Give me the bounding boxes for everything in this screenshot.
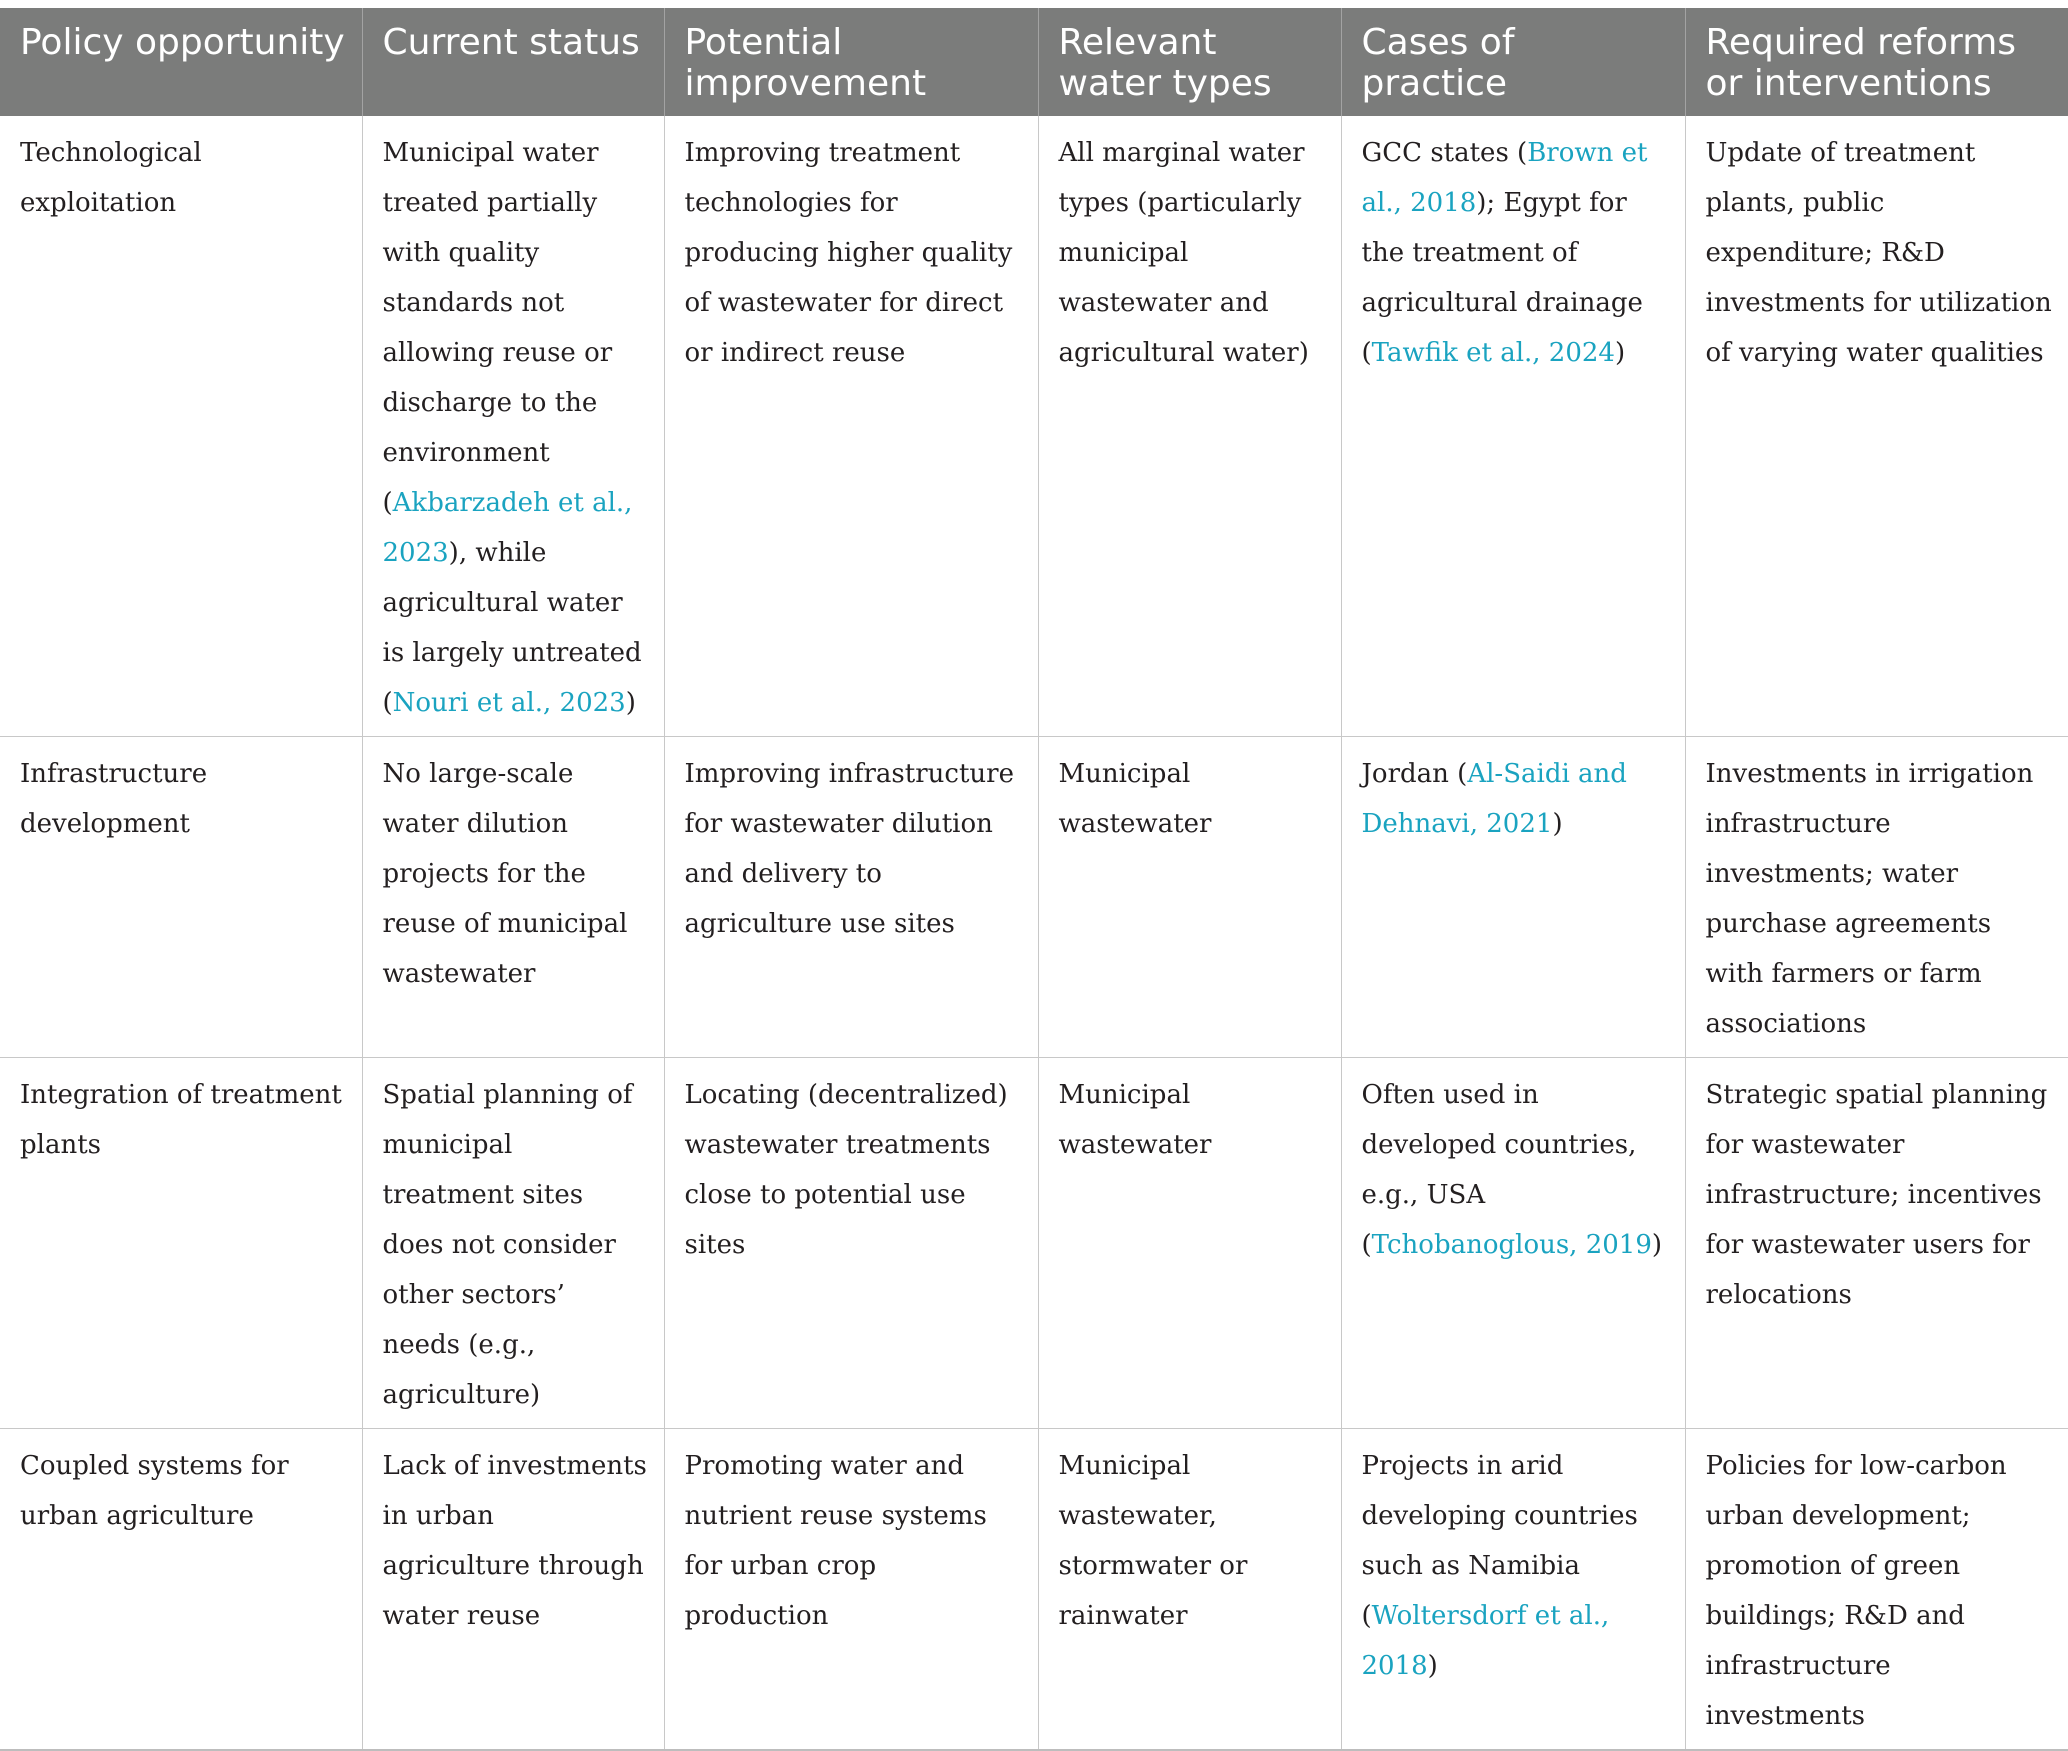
citation-link[interactable]: Brown et al., 2018 <box>1361 138 1648 218</box>
cases-text: Jordan ( <box>1361 759 1468 789</box>
cell-cases-of-practice <box>1341 737 1685 1058</box>
cell-current-status <box>362 116 664 737</box>
cell-policy-opportunity: Infrastructure development <box>0 737 362 1058</box>
cases-text: ) <box>1651 1230 1663 1260</box>
cell-required-reforms: Update of treatment plants, public expenditure; R&D investments for utilization of varying water qualities <box>1705 138 2052 368</box>
cell-policy-opportunity: Coupled systems for urban agriculture <box>0 1429 362 1751</box>
header-required-reforms: Required reforms or interventions <box>1685 8 2068 116</box>
cell-cases-of-practice <box>1341 1058 1685 1429</box>
cases-text: ); Egypt for the treatment of agricultural drainage ( <box>1361 188 1643 368</box>
header-cases-of-practice: Cases of practice <box>1341 8 1685 116</box>
header-relevant-water-types: Relevant water types <box>1038 8 1341 116</box>
table-row <box>0 116 2068 737</box>
citation-link[interactable]: Al-Saidi and Dehnavi, 2021 <box>1361 759 1627 839</box>
cell-policy-opportunity: Technological exploitation <box>0 116 362 737</box>
status-text: ), while agricultural water is largely untreated ( <box>382 538 642 718</box>
status-text: Municipal water treated partially with quality standards not allowing reuse or discharge to the environment ( <box>382 138 613 518</box>
cases-text: ) <box>1427 1651 1438 1681</box>
cell-water-types: Municipal wastewater <box>1038 737 1341 1058</box>
cell-water-types: All marginal water types (particularly municipal wastewater and agricultural water) <box>1038 116 1341 737</box>
cases-text: GCC states ( <box>1361 138 1528 168</box>
cell-cases-of-practice <box>1341 1429 1685 1751</box>
table-row <box>0 1429 2068 1751</box>
citation-link[interactable]: Akbarzadeh et al., 2023 <box>382 488 633 568</box>
table-header <box>0 8 2068 116</box>
policy-table <box>0 8 2068 1751</box>
cell-potential-improvement: Improving treatment technologies for producing higher quality of wastewater for direct or indirect reuse <box>664 116 1038 737</box>
citation-link[interactable]: Woltersdorf et al., 2018 <box>1361 1601 1610 1681</box>
citation-link[interactable]: Tawfik et al., 2024 <box>1371 338 1615 368</box>
cell-water-types: Municipal wastewater <box>1038 1058 1341 1429</box>
cell-potential-improvement: Promoting water and nutrient reuse systems for urban crop production <box>664 1429 1038 1751</box>
cell-potential-improvement: Locating (decentralized) wastewater treatments close to potential use sites <box>664 1058 1038 1429</box>
cases-text: Often used in developed countries, e.g., USA ( <box>1361 1080 1637 1260</box>
table-row <box>0 1058 2068 1429</box>
cell-potential-improvement: Improving infrastructure for wastewater dilution and delivery to agriculture use sites <box>664 737 1038 1058</box>
table-row <box>0 737 2068 1058</box>
cases-text: ) <box>1614 338 1626 368</box>
cell-current-status: No large-scale water dilution projects for the reuse of municipal wastewater <box>362 737 664 1058</box>
cases-text: ) <box>1552 809 1563 839</box>
citation-link[interactable]: Nouri et al., 2023 <box>392 688 626 718</box>
citation-link[interactable]: Tchobanoglous, 2019 <box>1371 1230 1652 1260</box>
cases-text: Projects in arid developing countries such as Namibia ( <box>1361 1451 1638 1631</box>
cell-policy-opportunity: Integration of treatment plants <box>0 1058 362 1429</box>
header-policy-opportunity: Policy opportunity <box>0 8 362 116</box>
cell-required-reforms: Policies for low-carbon urban development; promotion of green buildings; R&D and infrastructure investments <box>1685 1429 2068 1751</box>
cell-cases-of-practice <box>1341 116 1685 737</box>
table-body <box>0 116 2068 1750</box>
cell-required-reforms: Investments in irrigation infrastructure investments; water purchase agreements with farmers or farm associations <box>1685 737 2068 1058</box>
header-row <box>0 8 2068 116</box>
cell-required-reforms: Strategic spatial planning for wastewater infrastructure; incentives for wastewater users for relocations <box>1685 1058 2068 1429</box>
cell-water-types: Municipal wastewater, stormwater or rainwater <box>1038 1429 1341 1751</box>
cell-current-status: Lack of investments in urban agriculture through water reuse <box>362 1429 664 1751</box>
header-current-status: Current status <box>362 8 664 116</box>
status-text: ) <box>625 688 636 718</box>
cell-current-status: Spatial planning of municipal treatment sites does not consider other sectors’ needs (e.g., agriculture) <box>362 1058 664 1429</box>
header-potential-improvement: Potential improvement <box>664 8 1038 116</box>
